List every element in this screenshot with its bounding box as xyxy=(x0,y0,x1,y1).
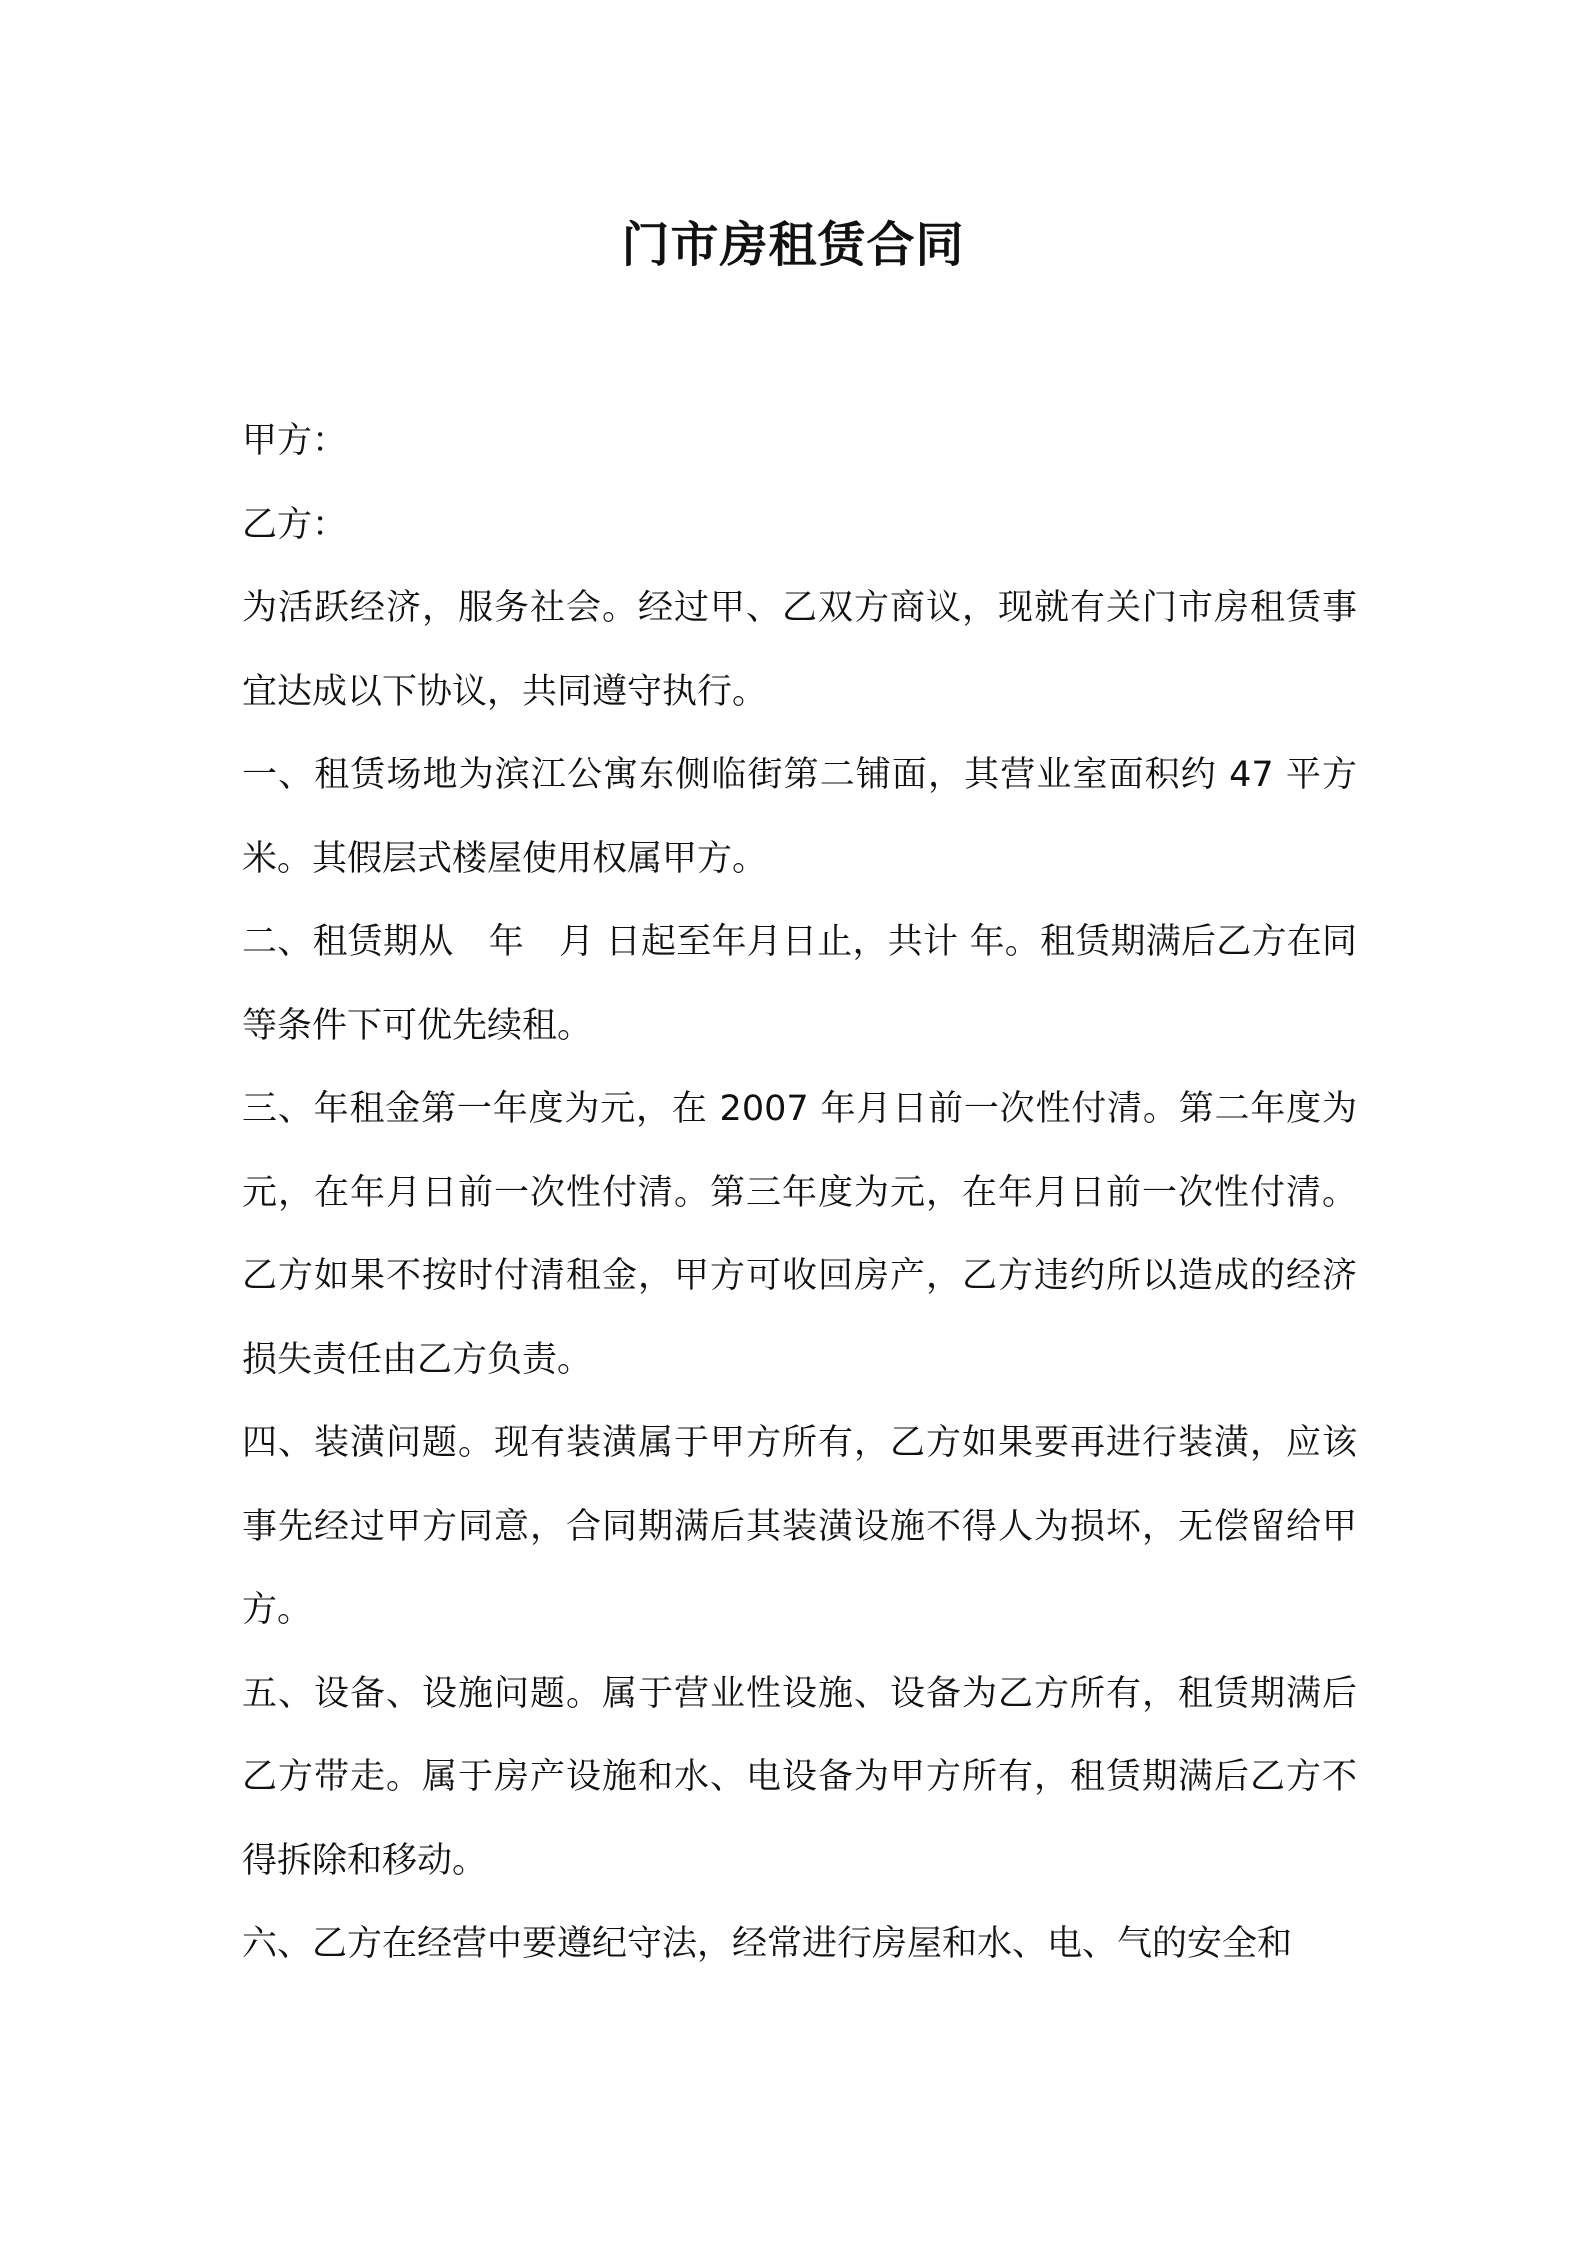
clause-5-paragraph: 五、设备、设施问题。属于营业性设施、设备为乙方所有，租赁期满后乙方带走。属于房产设施和水、电设备为甲方所有，租赁期满后乙方不得拆除和移动。 xyxy=(242,1673,1357,1881)
clause-4-paragraph: 四、装潢问题。现有装潢属于甲方所有，乙方如果要再进行装潢，应该事先经过甲方同意，合同期满后其装潢设施不得人为损坏，无偿留给甲方。 xyxy=(242,1423,1357,1630)
document-body xyxy=(242,400,1357,1987)
preamble-paragraph: 为活跃经济，服务社会。经过甲、乙双方商议，现就有关门市房租赁事宜达成以下协议，共同遵守执行。 xyxy=(242,588,1357,712)
clause-1-paragraph: 一、租赁场地为滨江公寓东侧临街第二铺面，其营业室面积约 47 平方米。其假层式楼屋使用权属甲方。 xyxy=(242,755,1357,879)
party-a-line: 甲方： xyxy=(242,421,348,461)
clause-2-paragraph: 二、租赁期从 年 月 日起至年月日止，共计 年。租赁期满后乙方在同等条件下可优先续租。 xyxy=(242,922,1357,1046)
document-title: 门市房租赁合同 xyxy=(621,217,965,273)
clause-6-paragraph: 六、乙方在经营中要遵纪守法，经常进行房屋和水、电、气的安全和 xyxy=(242,1924,1293,1964)
party-b-line: 乙方： xyxy=(242,504,348,545)
clause-3-paragraph: 三、年租金第一年度为元，在 2007 年月日前一次性付清。第二年度为元，在年月日前一次性付清。第三年度为元，在年月日前一次性付清。乙方如果不按时付清租金，甲方可收回房产，乙方违约所以造成的经济损失责任由乙方负责。 xyxy=(242,1089,1357,1380)
